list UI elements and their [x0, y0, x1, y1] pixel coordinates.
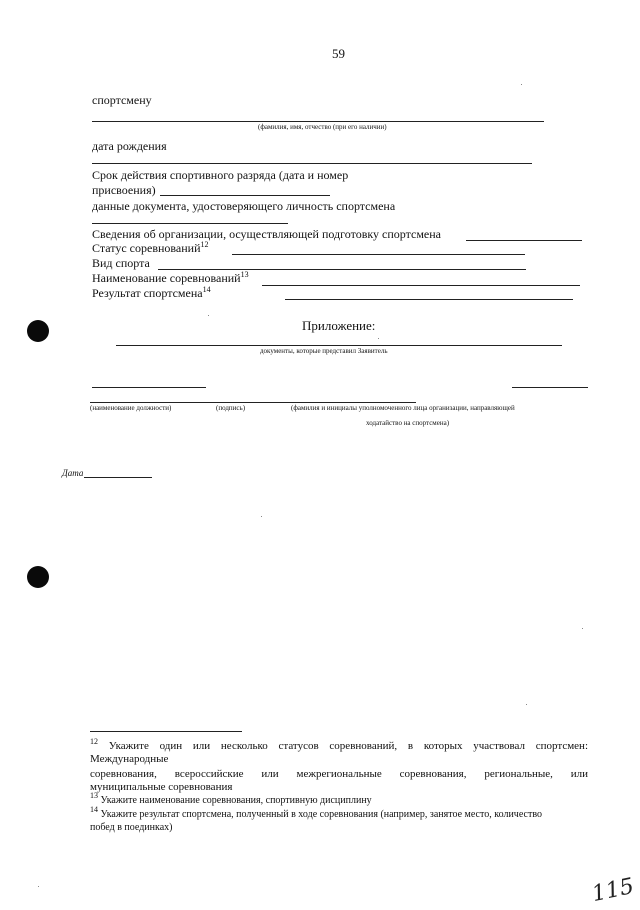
rank-validity-label-cont: присвоения) — [92, 183, 156, 197]
name-line — [512, 387, 588, 388]
punch-hole-bottom — [27, 566, 49, 588]
sport-label: Вид спорта — [92, 256, 150, 270]
id-document-label: данные документа, удостоверяющего личность спортсмена — [92, 199, 396, 213]
date-label: Дата — [62, 468, 84, 478]
date-line — [84, 477, 152, 478]
sport-line — [158, 269, 526, 270]
fio-line — [92, 121, 544, 122]
scan-speck — [378, 338, 379, 339]
id-document-line — [92, 223, 288, 224]
footnote-13: $^{13}$ Укажите наименование соревнования, спортивную дисциплину — [90, 791, 372, 806]
name-hint: (фамилия и инициалы уполномоченного лица организации, направляющей — [291, 404, 515, 412]
footnote-12-cont: Международные — [90, 753, 169, 765]
scan-speck — [38, 886, 39, 887]
position-hint: (наименование должности) — [90, 404, 172, 412]
rank-validity-label: Срок действия спортивного разряда (дата и номер — [92, 168, 349, 182]
footnote-12: $^{12}$ Укажите один или несколько статусов соревнований, в которых участвовал спортсмен: — [90, 737, 588, 752]
scan-speck — [208, 315, 209, 316]
footnote-14-cont: побед в поединках) — [90, 822, 173, 833]
appendix-line — [116, 345, 562, 346]
name-hint-cont: ходатайство на спортсмена) — [366, 419, 450, 427]
signature-hint: (подпись) — [216, 404, 246, 412]
footnote-12-cont3: муниципальные соревнования — [90, 781, 233, 793]
footnote-14: $^{14}$ Укажите результат спортсмена, полученный в ходе соревнования (например, занятое место, количество — [90, 805, 542, 820]
scan-speck — [521, 84, 522, 85]
signature-rule — [90, 402, 416, 403]
competition-name-line — [262, 285, 580, 286]
scan-speck — [261, 516, 262, 517]
birth-date-line — [92, 163, 532, 164]
result-label: Результат спортсмена$^{14}$ — [92, 285, 211, 300]
competition-status-label: Статус соревнований$^{12}$ — [92, 240, 209, 255]
appendix-hint: документы, которые представил Заявитель — [260, 347, 388, 355]
position-line — [92, 387, 206, 388]
footnote-12-cont2: соревнования, всероссийские или межрегиональные соревнования, региональные, или — [90, 768, 588, 780]
birth-date-label: дата рождения — [92, 139, 167, 153]
sportsman-label: спортсмену — [92, 93, 152, 107]
scan-speck — [582, 628, 583, 629]
competition-status-line — [232, 254, 525, 255]
punch-hole-top — [27, 320, 49, 342]
scan-speck — [526, 704, 527, 705]
competition-name-label: Наименование соревнований$^{13}$ — [92, 270, 249, 285]
organization-line — [466, 240, 582, 241]
organization-label: Сведения об организации, осуществляющей подготовку спортсмена — [92, 227, 441, 241]
appendix-title: Приложение: — [302, 318, 376, 333]
result-line — [285, 299, 573, 300]
handwritten-mark: 115 — [589, 873, 637, 908]
fio-hint: (фамилия, имя, отчество (при его наличии) — [258, 123, 387, 131]
rank-validity-line — [160, 195, 330, 196]
footnote-separator — [90, 731, 242, 732]
page-number: 59 — [332, 46, 345, 61]
